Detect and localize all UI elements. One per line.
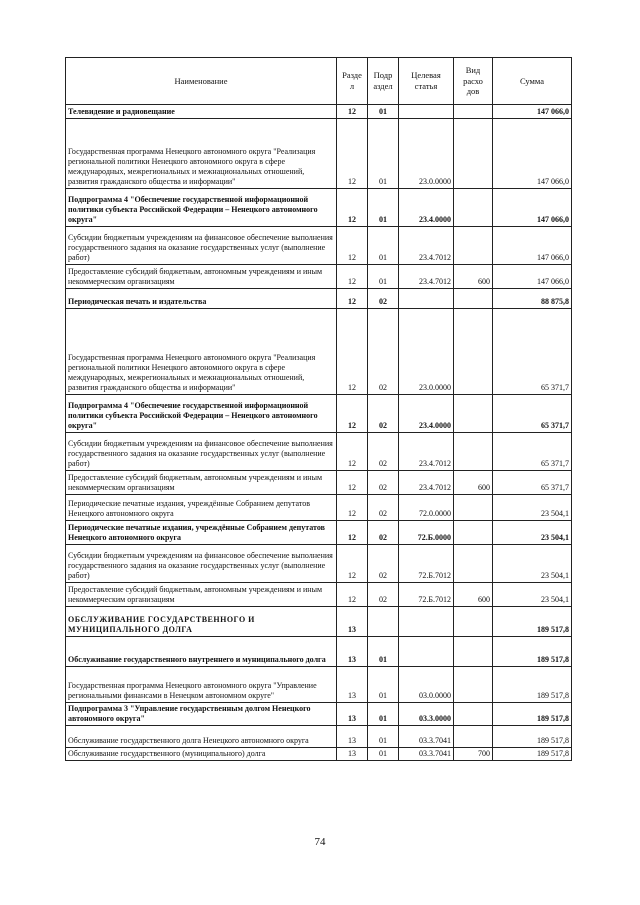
row-expense-type (454, 521, 493, 545)
row-section: 13 (337, 748, 368, 761)
row-target: 23.4.7012 (399, 265, 454, 289)
row-section: 12 (337, 433, 368, 471)
row-target: 23.4.0000 (399, 395, 454, 433)
table-row (66, 748, 572, 761)
row-section: 12 (337, 289, 368, 309)
row-target (399, 289, 454, 309)
table-row (66, 227, 572, 265)
row-target: 72.Б.7012 (399, 545, 454, 583)
row-subsection: 01 (368, 105, 399, 119)
row-name: Государственная программа Ненецкого автономного округа "Реализация региональной политики Ненецкого автономного округа в сфере международных, межрегиональных и межнациональных отношений, развития гражданского общества и информации" (66, 309, 337, 395)
row-name: Обслуживание государственного (муниципального) долга (66, 748, 337, 761)
row-name: Подпрограмма 4 "Обеспечение государственной информационной политики субъекта Российской Федерации – Ненецкого автономного округа" (66, 395, 337, 433)
row-name: Предоставление субсидий бюджетным, автономным учреждениям и иным некоммерческим организациям (66, 583, 337, 607)
row-section: 12 (337, 395, 368, 433)
row-expense-type: 700 (454, 748, 493, 761)
row-target: 03.3.7041 (399, 726, 454, 748)
table-row (66, 637, 572, 667)
row-section: 12 (337, 521, 368, 545)
row-expense-type (454, 495, 493, 521)
row-amount: 189 517,8 (493, 667, 572, 703)
row-section: 12 (337, 309, 368, 395)
table-row (66, 521, 572, 545)
row-expense-type (454, 726, 493, 748)
table-row (66, 667, 572, 703)
row-expense-type: 600 (454, 265, 493, 289)
header-name: Наименование (66, 58, 337, 105)
row-target: 23.4.7012 (399, 471, 454, 495)
row-amount: 88 875,8 (493, 289, 572, 309)
row-section: 13 (337, 637, 368, 667)
row-name: Периодическая печать и издательства (66, 289, 337, 309)
row-subsection: 02 (368, 521, 399, 545)
row-section: 12 (337, 119, 368, 189)
row-target: 23.4.7012 (399, 433, 454, 471)
row-amount: 23 504,1 (493, 545, 572, 583)
row-subsection: 02 (368, 583, 399, 607)
row-expense-type (454, 703, 493, 726)
row-section: 12 (337, 265, 368, 289)
row-target (399, 637, 454, 667)
row-name: Предоставление субсидий бюджетным, автономным учреждениям и иным некоммерческим организациям (66, 265, 337, 289)
row-name: Периодические печатные издания, учреждённые Собранием депутатов Ненецкого автономного округа (66, 521, 337, 545)
table-row (66, 703, 572, 726)
table-row (66, 726, 572, 748)
row-section: 12 (337, 495, 368, 521)
row-subsection: 01 (368, 726, 399, 748)
row-section: 13 (337, 667, 368, 703)
row-amount: 189 517,8 (493, 748, 572, 761)
row-section: 13 (337, 703, 368, 726)
row-name: Обслуживание государственного внутреннего и муниципального долга (66, 637, 337, 667)
row-amount: 23 504,1 (493, 495, 572, 521)
row-target: 72.Б.0000 (399, 521, 454, 545)
row-expense-type (454, 395, 493, 433)
row-amount: 147 066,0 (493, 227, 572, 265)
row-amount: 189 517,8 (493, 726, 572, 748)
page-number: 74 (314, 836, 326, 848)
row-name: Обслуживание государственного долга Ненецкого автономного округа (66, 726, 337, 748)
row-target: 72.0.0000 (399, 495, 454, 521)
table-header-row (66, 58, 572, 105)
header-expense-type: Вид расхо дов (454, 58, 493, 105)
row-expense-type (454, 119, 493, 189)
row-target (399, 607, 454, 637)
row-subsection: 01 (368, 667, 399, 703)
row-amount: 189 517,8 (493, 607, 572, 637)
row-subsection: 01 (368, 227, 399, 265)
row-subsection: 02 (368, 433, 399, 471)
row-expense-type: 600 (454, 471, 493, 495)
row-subsection: 02 (368, 289, 399, 309)
row-section: 13 (337, 726, 368, 748)
row-subsection (368, 607, 399, 637)
table-row (66, 395, 572, 433)
row-section: 12 (337, 471, 368, 495)
row-target: 23.4.7012 (399, 227, 454, 265)
table-row (66, 119, 572, 189)
row-expense-type (454, 227, 493, 265)
row-expense-type (454, 433, 493, 471)
row-name: Государственная программа Ненецкого автономного округа "Управление региональными финансами в Ненецком автономном округе" (66, 667, 337, 703)
budget-table (65, 57, 572, 761)
row-expense-type (454, 545, 493, 583)
row-amount: 147 066,0 (493, 189, 572, 227)
row-amount: 147 066,0 (493, 105, 572, 119)
row-name: Периодические печатные издания, учреждённые Собранием депутатов Ненецкого автономного округа (66, 495, 337, 521)
header-subsection: Подр аздел (368, 58, 399, 105)
row-target: 03.0.0000 (399, 667, 454, 703)
row-amount: 189 517,8 (493, 637, 572, 667)
row-subsection: 02 (368, 471, 399, 495)
header-amount: Сумма (493, 58, 572, 105)
row-subsection: 02 (368, 395, 399, 433)
table-row (66, 545, 572, 583)
row-section: 12 (337, 545, 368, 583)
row-subsection: 02 (368, 309, 399, 395)
row-subsection: 01 (368, 637, 399, 667)
row-section: 12 (337, 227, 368, 265)
row-subsection: 01 (368, 119, 399, 189)
row-subsection: 02 (368, 545, 399, 583)
row-section: 12 (337, 189, 368, 227)
table-row (66, 495, 572, 521)
row-name: ОБСЛУЖИВАНИЕ ГОСУДАРСТВЕННОГО И МУНИЦИПАЛЬНОГО ДОЛГА (66, 607, 337, 637)
row-expense-type (454, 309, 493, 395)
table-row (66, 289, 572, 309)
row-expense-type (454, 607, 493, 637)
row-name: Подпрограмма 3 "Управление государственным долгом Ненецкого автономного округа" (66, 703, 337, 726)
table-row (66, 309, 572, 395)
table-row (66, 471, 572, 495)
table-row (66, 189, 572, 227)
row-target: 23.0.0000 (399, 309, 454, 395)
table-row (66, 607, 572, 637)
row-name: Предоставление субсидий бюджетным, автономным учреждениям и иным некоммерческим организациям (66, 471, 337, 495)
row-subsection: 01 (368, 748, 399, 761)
row-amount: 65 371,7 (493, 395, 572, 433)
row-name: Субсидии бюджетным учреждениям на финансовое обеспечение выполнения государственного задания на оказание государственных услуг (выполнение работ) (66, 545, 337, 583)
row-target: 23.0.0000 (399, 119, 454, 189)
row-expense-type: 600 (454, 583, 493, 607)
row-target: 03.3.0000 (399, 703, 454, 726)
row-expense-type (454, 189, 493, 227)
row-target: 23.4.0000 (399, 189, 454, 227)
row-expense-type (454, 105, 493, 119)
row-subsection: 01 (368, 703, 399, 726)
row-amount: 189 517,8 (493, 703, 572, 726)
header-target: Целевая статья (399, 58, 454, 105)
row-name: Субсидии бюджетным учреждениям на финансовое обеспечение выполнения государственного задания на оказание государственных услуг (выполнение работ) (66, 227, 337, 265)
table-row (66, 265, 572, 289)
row-name: Телевидение и радиовещание (66, 105, 337, 119)
row-expense-type (454, 289, 493, 309)
row-amount: 23 504,1 (493, 583, 572, 607)
row-name: Субсидии бюджетным учреждениям на финансовое обеспечение выполнения государственного задания на оказание государственных услуг (выполнение работ) (66, 433, 337, 471)
row-subsection: 01 (368, 189, 399, 227)
header-section: Разде л (337, 58, 368, 105)
row-subsection: 02 (368, 495, 399, 521)
table-row (66, 105, 572, 119)
row-name: Государственная программа Ненецкого автономного округа "Реализация региональной политики Ненецкого автономного округа в сфере международных, межрегиональных и межнациональных отношений, развития гражданского общества и информации" (66, 119, 337, 189)
row-target: 03.3.7041 (399, 748, 454, 761)
row-amount: 65 371,7 (493, 433, 572, 471)
row-amount: 147 066,0 (493, 265, 572, 289)
row-subsection: 01 (368, 265, 399, 289)
row-section: 12 (337, 105, 368, 119)
row-target (399, 105, 454, 119)
row-amount: 147 066,0 (493, 119, 572, 189)
row-expense-type (454, 667, 493, 703)
row-name: Подпрограмма 4 "Обеспечение государственной информационной политики субъекта Российской Федерации – Ненецкого автономного округа" (66, 189, 337, 227)
row-amount: 65 371,7 (493, 309, 572, 395)
row-amount: 23 504,1 (493, 521, 572, 545)
row-expense-type (454, 637, 493, 667)
row-target: 72.Б.7012 (399, 583, 454, 607)
row-amount: 65 371,7 (493, 471, 572, 495)
row-section: 13 (337, 607, 368, 637)
table-row (66, 583, 572, 607)
table-row (66, 433, 572, 471)
row-section: 12 (337, 583, 368, 607)
